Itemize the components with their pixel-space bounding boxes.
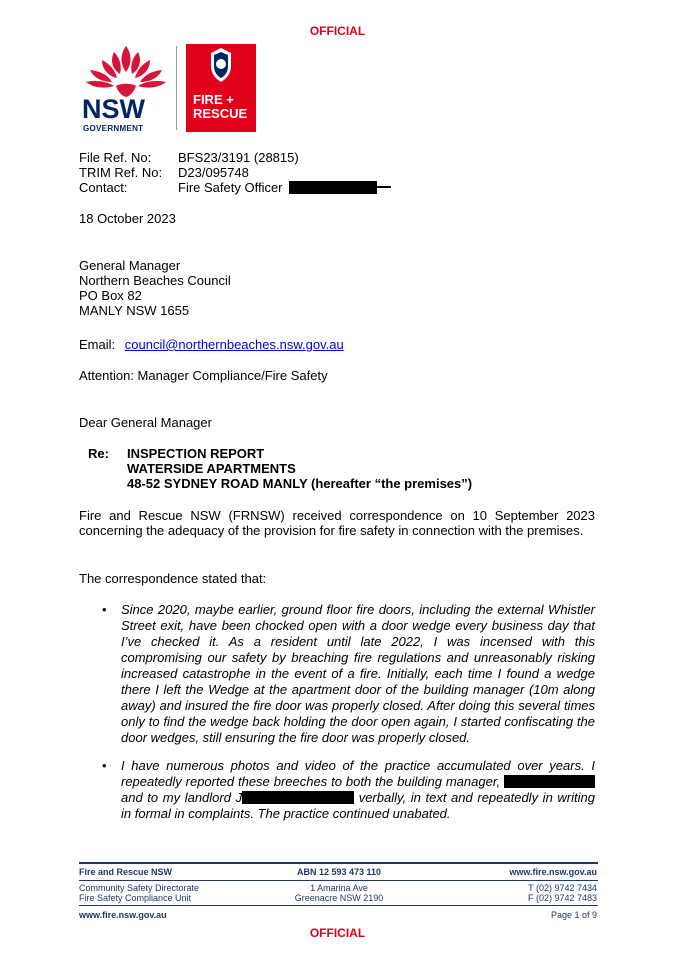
footer-web: www.fire.nsw.gov.au xyxy=(509,867,597,877)
nsw-government-label: GOVERNMENT xyxy=(83,124,144,133)
email-label: Email: xyxy=(79,337,116,352)
contact-value xyxy=(178,180,391,195)
footer-phone xyxy=(480,883,597,903)
classification-header: OFFICIAL xyxy=(309,24,366,38)
address-line: Northern Beaches Council xyxy=(79,273,231,288)
fire-rescue-crest-icon xyxy=(186,44,256,86)
trim-ref-value: D23/095748 xyxy=(178,165,249,180)
footer-web-bottom: www.fire.nsw.gov.au xyxy=(79,910,167,920)
classification-footer: OFFICIAL xyxy=(309,926,366,940)
correspondence-quotes xyxy=(81,602,595,834)
redaction-box xyxy=(242,791,354,804)
re-subject-line: INSPECTION REPORT xyxy=(127,446,265,461)
salutation: Dear General Manager xyxy=(79,415,212,430)
address-block xyxy=(79,258,231,318)
trim-ref-label: TRIM Ref. No: xyxy=(79,165,163,180)
footer-tel: T (02) 9742 7434 xyxy=(528,883,597,893)
contact-role: Fire Safety Officer xyxy=(178,180,283,195)
redaction-box xyxy=(504,775,595,788)
re-subject xyxy=(127,446,472,491)
footer-rule-mid xyxy=(79,880,598,881)
quote-text-part2: and to my landlord J xyxy=(121,790,243,805)
email-line xyxy=(79,337,344,352)
footer-address xyxy=(250,883,428,903)
file-ref-value: BFS23/3191 (28815) xyxy=(178,150,299,165)
footer-directorate-line: Community Safety Directorate xyxy=(79,883,200,893)
redaction-box xyxy=(289,181,377,194)
bullet-icon: • xyxy=(102,602,107,617)
re-subject-line: WATERSIDE APARTMENTS xyxy=(127,461,296,476)
quote-text: Since 2020, maybe earlier, ground floor fire doors, including the external Whistler Street exit, have been chocked open with a door wedge every business day that I’ve checked it. As a resident until late 2022, I was incensed with this compromising our safety by breaching fire regulations and unreasonably risking increased catastrophe in the event of a fire. Initially, each time I found a wedge there I left the Wedge at the apartment door of the building manager (10m along away) and insured the fire door was properly closed. After doing this several times only to find the wedge back holding the door open again, I started confiscating the door wedges, still ensuring the fire door was properly closed. xyxy=(121,602,595,745)
page-number: Page 1 of 9 xyxy=(550,910,597,920)
address-line: MANLY NSW 1655 xyxy=(79,303,190,318)
footer-org: Fire and Rescue NSW xyxy=(79,867,173,877)
file-ref-label: File Ref. No: xyxy=(79,150,152,165)
quote-text-part3: verbally, in text and repeatedly in writing in formal in complaints. The practice continued unabated. xyxy=(121,790,595,821)
quote-text-part1: I have numerous photos and video of the practice accumulated over years. I repeatedly reported these breeches to both the building manager, xyxy=(121,758,595,789)
frnsw-line1: FIRE + xyxy=(193,92,234,107)
footer-address-line: 1 Amarina Ave xyxy=(310,883,368,893)
footer-abn: ABN 12 593 473 110 xyxy=(297,867,382,877)
correspondence-intro: The correspondence stated that: xyxy=(79,571,267,586)
footer-address-line: Greenacre NSW 2190 xyxy=(294,893,384,903)
footer-fax: F (02) 9742 7483 xyxy=(527,893,597,903)
re-subject-line: 48-52 SYDNEY ROAD MANLY (hereafter “the premises”) xyxy=(127,476,473,491)
logo-divider xyxy=(176,46,177,130)
email-link[interactable]: council@northernbeaches.nsw.gov.au xyxy=(124,337,344,352)
nsw-wordmark: NSW xyxy=(82,94,145,124)
address-line: General Manager xyxy=(79,258,181,273)
re-label: Re: xyxy=(88,446,109,461)
bullet-icon: • xyxy=(102,758,107,773)
footer-rule-bottom xyxy=(79,905,598,906)
frnsw-line2: RESCUE xyxy=(193,106,248,121)
quote-item xyxy=(81,602,595,746)
footer-rule-top xyxy=(79,862,598,864)
quote-item xyxy=(81,758,595,822)
frnsw-logo xyxy=(186,44,256,132)
footer-unit-line: Fire Safety Compliance Unit xyxy=(79,893,192,903)
contact-label: Contact: xyxy=(79,180,128,195)
waratah-icon xyxy=(80,42,172,98)
nsw-government-logo xyxy=(80,42,172,134)
intro-paragraph: Fire and Rescue NSW (FRNSW) received correspondence on 10 September 2023 concerning the adequacy of the provision for fire safety in connection with the premises. xyxy=(79,508,595,538)
attention-line: Attention: Manager Compliance/Fire Safety xyxy=(79,368,328,383)
redaction-dash xyxy=(377,186,391,188)
letter-date: 18 October 2023 xyxy=(79,211,176,226)
address-line: PO Box 82 xyxy=(79,288,142,303)
footer-directorate xyxy=(79,883,199,903)
